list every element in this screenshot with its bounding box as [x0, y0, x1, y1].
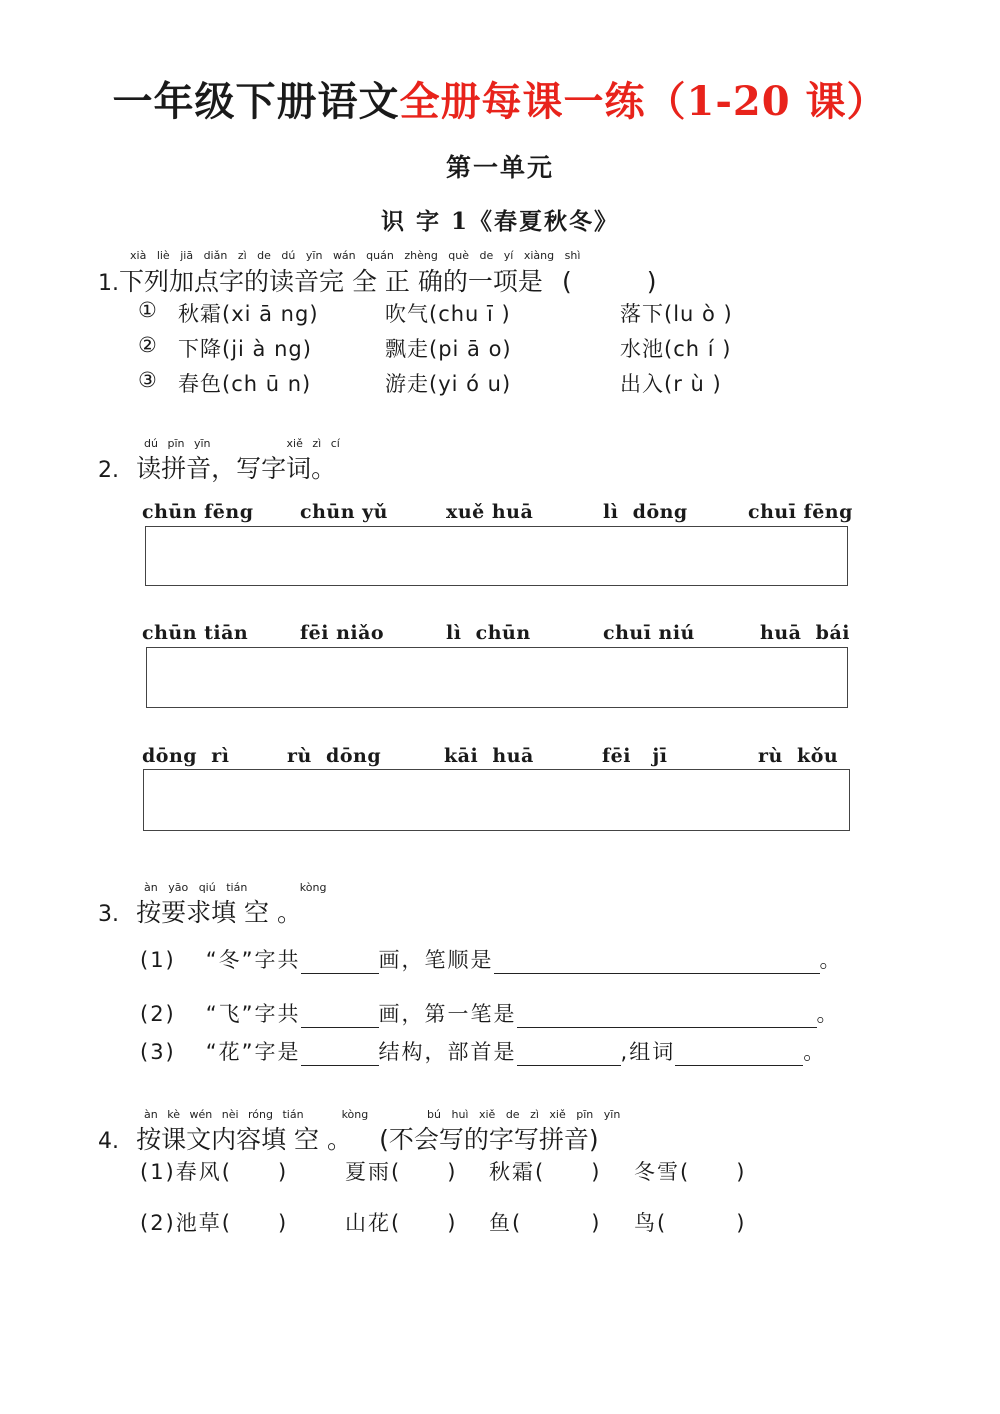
q1-option-1-c: 落下(lu ò ) — [620, 302, 733, 326]
q4-blank[interactable]: 夏雨( ) — [345, 1160, 458, 1184]
q3-item-1: (1) “冬”字共 画，笔顺是 。 — [140, 948, 843, 972]
q2-question — [98, 449, 336, 485]
q1-option-3-a: 春色(ch ū n) — [178, 372, 312, 396]
q4-question — [98, 1120, 599, 1156]
q3-item-3-blank-radical[interactable] — [517, 1041, 621, 1066]
q4-number: 4. — [98, 1129, 119, 1154]
q2-pinyin: dú pīn yīn xiě zì cí — [144, 437, 340, 450]
q1-answer-paren[interactable]: ( ) — [561, 267, 657, 296]
q1-text: 下列加点字的读音完 全 正 确的一项是 — [119, 267, 543, 296]
q3-number: 3. — [98, 902, 119, 927]
q2-answer-box-1[interactable] — [145, 526, 848, 586]
q4-blank[interactable]: 秋霜( ) — [489, 1160, 602, 1184]
q1-option-3-c: 出入(r ù ) — [620, 372, 722, 396]
q1-option-3-mark[interactable]: ③ — [138, 368, 158, 392]
q4-blank[interactable]: 冬雪( ) — [634, 1160, 747, 1184]
q4-blank[interactable]: 鸟( ) — [634, 1211, 747, 1235]
q2-word: huā bái — [760, 622, 850, 644]
unit-heading: 第一单元 — [445, 153, 554, 182]
q3-pinyin: àn yāo qiú tián kòng — [144, 881, 327, 894]
q1-question — [98, 262, 656, 298]
q2-answer-box-2[interactable] — [146, 647, 848, 708]
q4-blank[interactable]: (1)春风( ) — [140, 1160, 289, 1184]
q2-text: 读拼音，写字词。 — [136, 454, 337, 483]
q2-word: chūn fēng — [142, 501, 254, 523]
q1-option-1-b: 吹气(chu ī ) — [385, 302, 511, 326]
q4-note-pinyin: bú huì xiě de zì xiě pīn yīn — [427, 1108, 621, 1121]
q1-option-1-mark[interactable]: ① — [138, 298, 158, 322]
q1-option-1-a: 秋霜(xi ā ng) — [178, 302, 319, 326]
q2-word: chūn tiān — [142, 622, 249, 644]
q3-item-2: (2) “飞”字共 画，第一笔是 。 — [140, 1002, 840, 1026]
q1-option-2-b: 飘走(pi ā o) — [385, 337, 512, 361]
q4-blank[interactable]: 鱼( ) — [489, 1211, 602, 1235]
q2-answer-box-3[interactable] — [143, 769, 850, 831]
q2-word: dōng rì — [142, 745, 230, 767]
q3-text: 按要求填 空 。 — [136, 898, 302, 927]
page-title — [0, 70, 1000, 127]
q2-word: chuī niú — [603, 622, 695, 644]
title-black: 一年级下册语文 — [112, 78, 400, 125]
q2-word: lì chūn — [446, 622, 531, 644]
q2-number: 2. — [98, 458, 119, 483]
q1-option-2-c: 水池(ch í ) — [620, 337, 732, 361]
title-red: 全册每课一练（1-20 课） — [399, 78, 888, 125]
q2-word: xuě huā — [446, 501, 534, 523]
q1-option-2-a: 下降(ji à ng) — [178, 337, 312, 361]
q4-note: (不会写的字写拼音) — [379, 1125, 599, 1154]
q3-item-3: (3) “花”字是 结构，部首是 ,组词 。 — [140, 1040, 827, 1064]
q1-option-2-mark[interactable]: ② — [138, 333, 158, 357]
q4-pinyin: àn kè wén nèi róng tián kòng — [144, 1108, 369, 1121]
lesson-heading: 识 字 1《春夏秋冬》 — [380, 208, 620, 235]
q1-option-3-b: 游走(yi ó u) — [385, 372, 512, 396]
q4-blank[interactable]: (2)池草( ) — [140, 1211, 289, 1235]
q2-word: fēi niǎo — [300, 622, 385, 644]
q3-question — [98, 893, 302, 929]
q2-word: chuī fēng — [748, 501, 853, 523]
q2-word: rù kǒu — [758, 745, 839, 767]
q3-item-3-blank-word[interactable] — [675, 1041, 803, 1066]
q3-item-2-blank-strokes[interactable] — [301, 1003, 379, 1028]
q1-pinyin: xià liè jiā diǎn zì de dú yīn wán quán zhèng què de yí xiàng shì — [130, 249, 581, 262]
q2-word: chūn yǔ — [300, 501, 388, 523]
q2-word: fēi jī — [602, 745, 668, 767]
q4-text: 按课文内容填 空 。 — [136, 1125, 352, 1154]
q2-word: rù dōng — [287, 745, 382, 767]
q2-word: lì dōng — [603, 501, 688, 523]
q3-item-3-blank-structure[interactable] — [301, 1041, 379, 1066]
q2-word: kāi huā — [444, 745, 534, 767]
q3-item-2-blank-first-stroke[interactable] — [517, 1003, 817, 1028]
q3-item-1-blank-strokes[interactable] — [301, 949, 379, 974]
q3-item-1-blank-order[interactable] — [494, 949, 820, 974]
q4-blank[interactable]: 山花( ) — [345, 1211, 458, 1235]
q1-number: 1. — [98, 271, 119, 296]
